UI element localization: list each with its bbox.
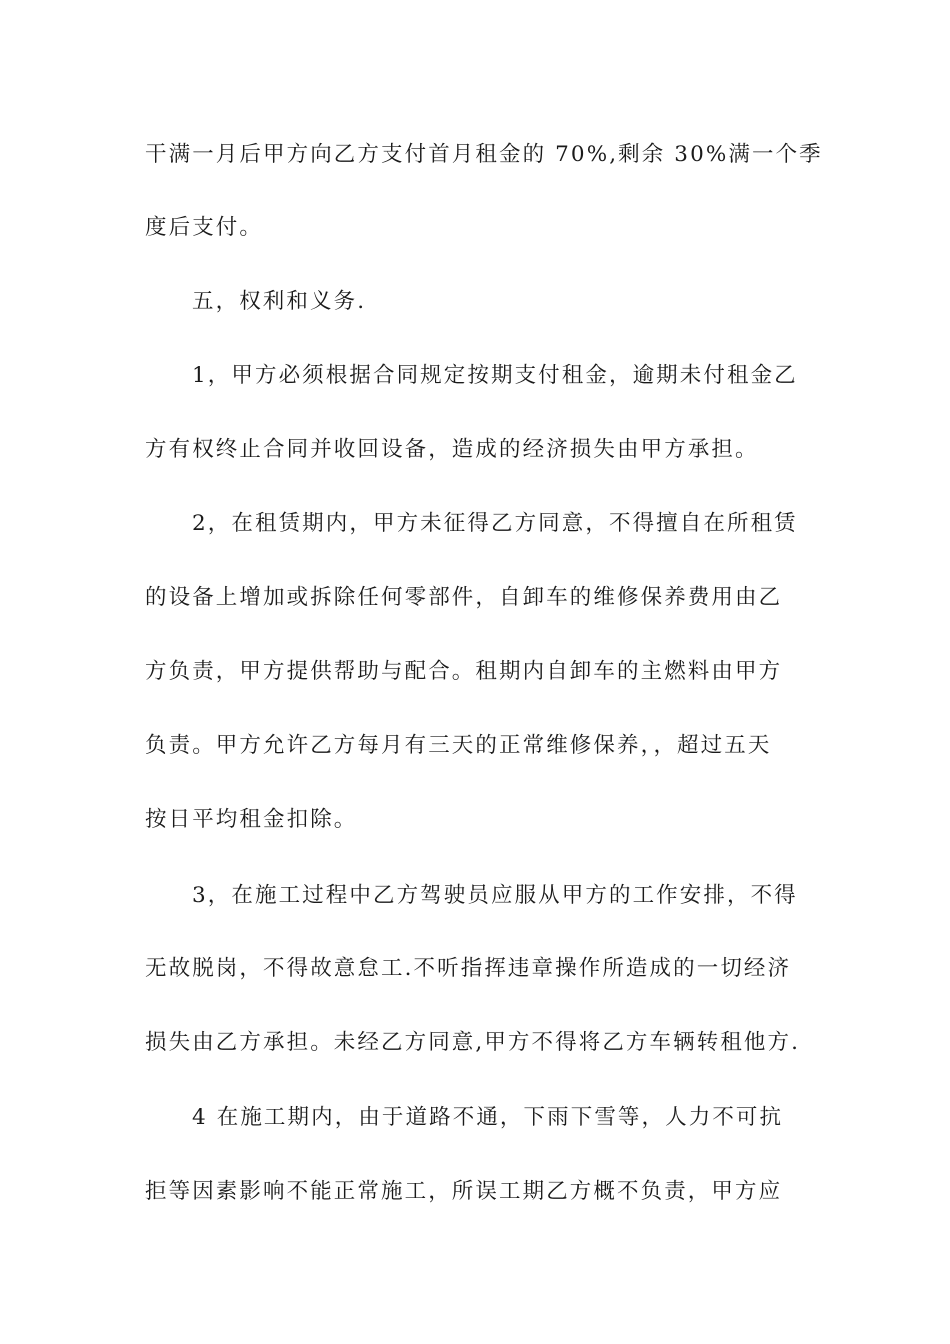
text-line: 的设备上增加或拆除任何零部件，自卸车的维修保养费用由乙 (145, 585, 783, 610)
text-line: 负责。甲方允许乙方每月有三天的正常维修保养，，超过五天 (145, 733, 772, 758)
text-line: 度后支付。 (145, 215, 264, 240)
text-line: 4 在施工期内，由于道路不通，下雨下雪等，人力不可抗 (192, 1105, 784, 1130)
text-line: 2，在租赁期内，甲方未征得乙方同意，不得擅自在所租赁 (192, 511, 798, 536)
text-line: 拒等因素影响不能正常施工，所误工期乙方概不负责，甲方应 (145, 1179, 783, 1204)
text-line: 方负责，甲方提供帮助与配合。租期内自卸车的主燃料由甲方 (145, 659, 783, 684)
text-line: 3，在施工过程中乙方驾驶员应服从甲方的工作安排，不得 (192, 883, 798, 908)
text-line: 损失由乙方承担。未经乙方同意,甲方不得将乙方车辆转租他方. (145, 1030, 801, 1055)
text-line: 无故脱岗，不得故意怠工.不听指挥违章操作所造成的一切经济 (145, 956, 792, 981)
section-heading: 五，权利和义务. (192, 289, 367, 314)
text-line: 1，甲方必须根据合同规定按期支付租金，逾期未付租金乙 (192, 363, 798, 388)
text-line: 方有权终止合同并收回设备，造成的经济损失由甲方承担。 (145, 437, 759, 462)
text-line: 干满一月后甲方向乙方支付首月租金的 70%,剩余 30%满一个季 (145, 142, 823, 167)
text-line: 按日平均租金扣除。 (145, 807, 358, 832)
